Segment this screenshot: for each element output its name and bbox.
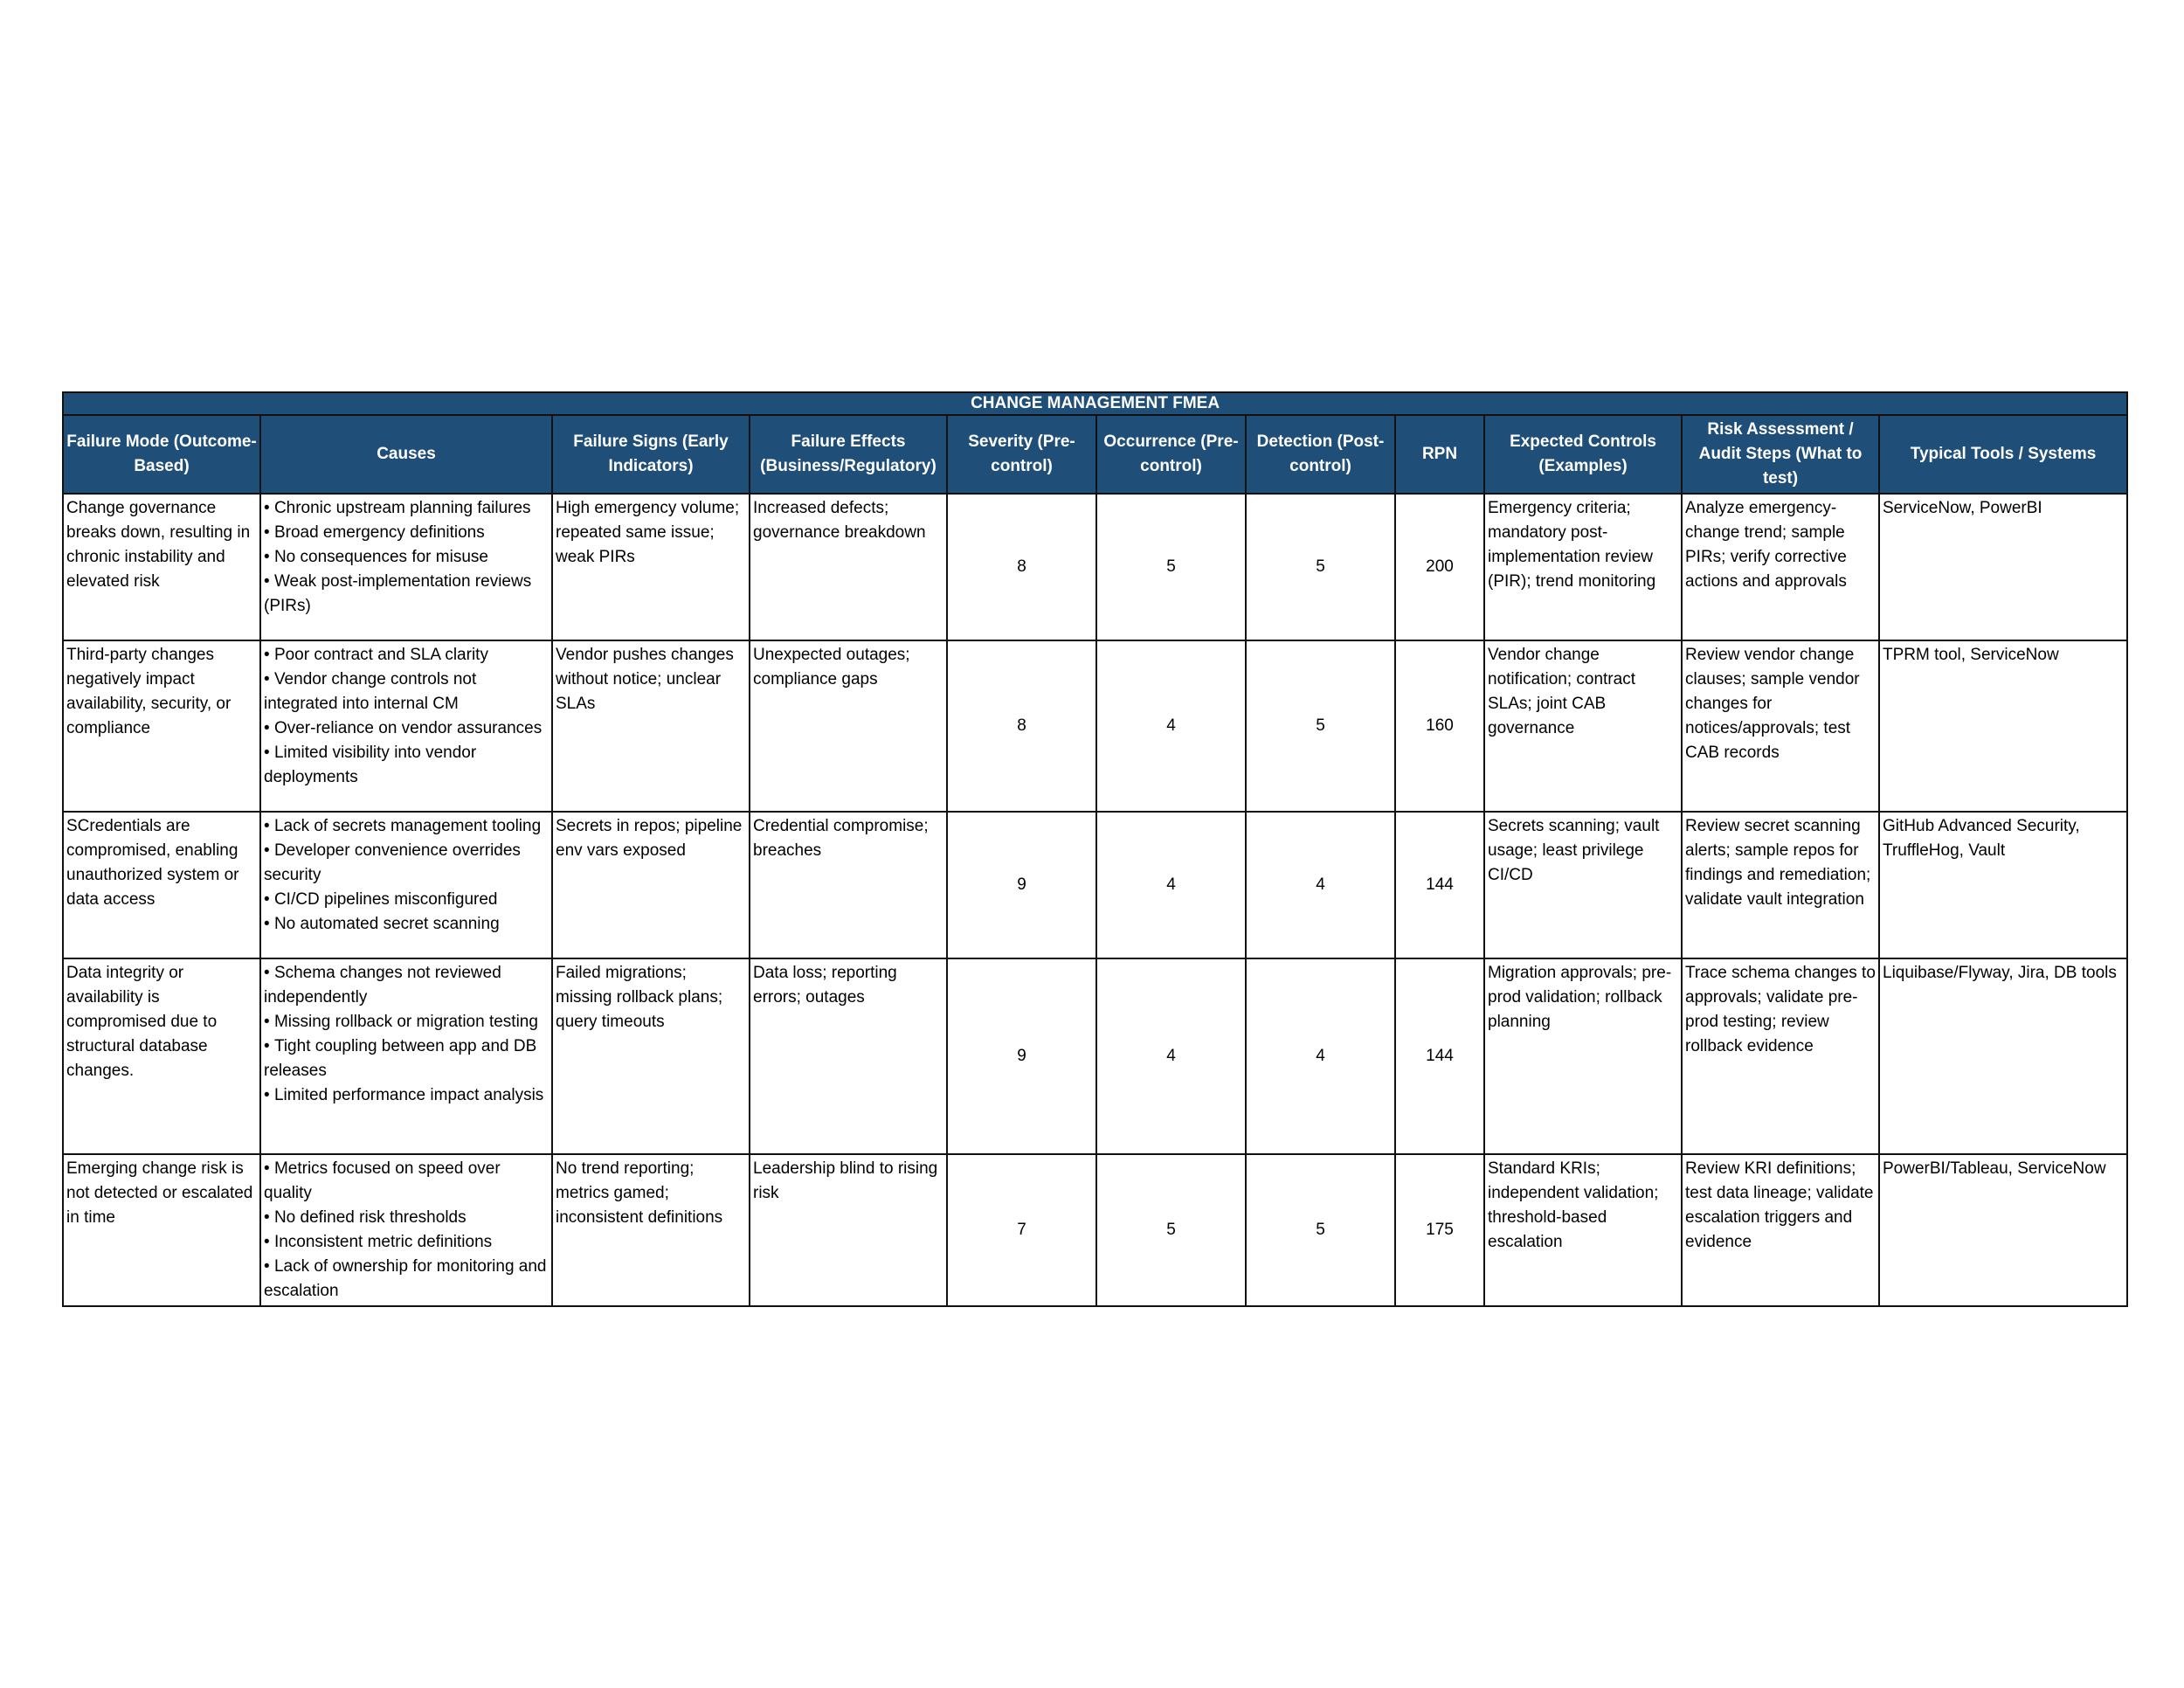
header-severity: Severity (Pre-control) <box>947 415 1096 494</box>
expected-controls-cell: Migration approvals; pre-prod validation; rollback planning <box>1484 958 1682 1154</box>
expected-controls-cell: Vendor change notification; contract SLAs; joint CAB governance <box>1484 640 1682 812</box>
table-row <box>63 1154 2127 1306</box>
causes-cell <box>260 640 552 812</box>
failure-signs-cell: High emergency volume; repeated same issue; weak PIRs <box>552 494 750 640</box>
cause-item: • Missing rollback or migration testing <box>264 1010 549 1034</box>
cause-item: • No consequences for misuse <box>264 545 549 570</box>
cause-item: • Schema changes not reviewed independently <box>264 961 549 1010</box>
detection-cell: 4 <box>1246 812 1395 958</box>
table-row <box>63 812 2127 958</box>
cause-item: • No automated secret scanning <box>264 912 549 937</box>
cause-item: • Poor contract and SLA clarity <box>264 643 549 668</box>
audit-steps-cell: Review KRI definitions; test data lineage; validate escalation triggers and evidence <box>1682 1154 1879 1306</box>
detection-cell: 5 <box>1246 494 1395 640</box>
header-occurrence: Occurrence (Pre-control) <box>1096 415 1246 494</box>
audit-steps-cell: Review vendor change clauses; sample vendor changes for notices/approvals; test CAB records <box>1682 640 1879 812</box>
table-row <box>63 494 2127 640</box>
cause-item: • No defined risk thresholds <box>264 1206 549 1230</box>
failure-mode-cell: Data integrity or availability is compromised due to structural database changes. <box>63 958 260 1154</box>
fmea-table <box>62 391 2128 1307</box>
header-rpn: RPN <box>1395 415 1484 494</box>
cause-item: • Chronic upstream planning failures <box>264 496 549 521</box>
cause-item: • Vendor change controls not integrated into internal CM <box>264 668 549 716</box>
severity-cell: 9 <box>947 958 1096 1154</box>
failure-signs-cell: Secrets in repos; pipeline env vars exposed <box>552 812 750 958</box>
cause-item: • Developer convenience overrides security <box>264 839 549 888</box>
severity-cell: 9 <box>947 812 1096 958</box>
occurrence-cell: 4 <box>1096 812 1246 958</box>
header-causes: Causes <box>260 415 552 494</box>
occurrence-cell: 5 <box>1096 1154 1246 1306</box>
cause-item: • Broad emergency definitions <box>264 521 549 545</box>
header-expected-controls: Expected Controls (Examples) <box>1484 415 1682 494</box>
detection-cell: 4 <box>1246 958 1395 1154</box>
detection-cell: 5 <box>1246 640 1395 812</box>
cause-item: • Over-reliance on vendor assurances <box>264 716 549 741</box>
table-row <box>63 640 2127 812</box>
causes-cell <box>260 1154 552 1306</box>
failure-effects-cell: Data loss; reporting errors; outages <box>750 958 947 1154</box>
cause-item: • Inconsistent metric definitions <box>264 1230 549 1255</box>
failure-effects-cell: Unexpected outages; compliance gaps <box>750 640 947 812</box>
failure-effects-cell: Increased defects; governance breakdown <box>750 494 947 640</box>
header-detection: Detection (Post-control) <box>1246 415 1395 494</box>
tools-cell: ServiceNow, PowerBI <box>1879 494 2127 640</box>
cause-item: • Limited performance impact analysis <box>264 1083 549 1108</box>
occurrence-cell: 5 <box>1096 494 1246 640</box>
failure-signs-cell: Failed migrations; missing rollback plans; query timeouts <box>552 958 750 1154</box>
table-title: CHANGE MANAGEMENT FMEA <box>63 392 2127 415</box>
causes-cell <box>260 812 552 958</box>
rpn-cell: 144 <box>1395 958 1484 1154</box>
failure-mode-cell: Third-party changes negatively impact availability, security, or compliance <box>63 640 260 812</box>
causes-cell <box>260 958 552 1154</box>
header-tools: Typical Tools / Systems <box>1879 415 2127 494</box>
cause-item: • Limited visibility into vendor deployments <box>264 741 549 790</box>
cause-item: • CI/CD pipelines misconfigured <box>264 888 549 912</box>
causes-cell <box>260 494 552 640</box>
header-audit-steps: Risk Assessment / Audit Steps (What to test) <box>1682 415 1879 494</box>
expected-controls-cell: Secrets scanning; vault usage; least privilege CI/CD <box>1484 812 1682 958</box>
severity-cell: 8 <box>947 494 1096 640</box>
tools-cell: Liquibase/Flyway, Jira, DB tools <box>1879 958 2127 1154</box>
expected-controls-cell: Standard KRIs; independent validation; threshold-based escalation <box>1484 1154 1682 1306</box>
audit-steps-cell: Trace schema changes to approvals; validate pre-prod testing; review rollback evidence <box>1682 958 1879 1154</box>
failure-effects-cell: Credential compromise; breaches <box>750 812 947 958</box>
tools-cell: PowerBI/Tableau, ServiceNow <box>1879 1154 2127 1306</box>
header-failure-effects: Failure Effects (Business/Regulatory) <box>750 415 947 494</box>
failure-mode-cell: SCredentials are compromised, enabling unauthorized system or data access <box>63 812 260 958</box>
occurrence-cell: 4 <box>1096 958 1246 1154</box>
cause-item: • Lack of secrets management tooling <box>264 814 549 839</box>
cause-item: • Weak post-implementation reviews (PIRs) <box>264 570 549 619</box>
failure-signs-cell: Vendor pushes changes without notice; unclear SLAs <box>552 640 750 812</box>
header-failure-mode: Failure Mode (Outcome-Based) <box>63 415 260 494</box>
severity-cell: 8 <box>947 640 1096 812</box>
header-row <box>63 415 2127 494</box>
rpn-cell: 160 <box>1395 640 1484 812</box>
tools-cell: GitHub Advanced Security, TruffleHog, Vault <box>1879 812 2127 958</box>
tools-cell: TPRM tool, ServiceNow <box>1879 640 2127 812</box>
expected-controls-cell: Emergency criteria; mandatory post-implementation review (PIR); trend monitoring <box>1484 494 1682 640</box>
table-row <box>63 958 2127 1154</box>
title-row <box>63 392 2127 415</box>
cause-item: • Lack of ownership for monitoring and escalation <box>264 1255 549 1304</box>
audit-steps-cell: Review secret scanning alerts; sample repos for findings and remediation; validate vault integration <box>1682 812 1879 958</box>
rpn-cell: 144 <box>1395 812 1484 958</box>
header-failure-signs: Failure Signs (Early Indicators) <box>552 415 750 494</box>
cause-item: • Metrics focused on speed over quality <box>264 1157 549 1206</box>
rpn-cell: 200 <box>1395 494 1484 640</box>
rpn-cell: 175 <box>1395 1154 1484 1306</box>
audit-steps-cell: Analyze emergency-change trend; sample PIRs; verify corrective actions and approvals <box>1682 494 1879 640</box>
occurrence-cell: 4 <box>1096 640 1246 812</box>
cause-item: • Tight coupling between app and DB releases <box>264 1034 549 1083</box>
failure-mode-cell: Change governance breaks down, resulting in chronic instability and elevated risk <box>63 494 260 640</box>
failure-effects-cell: Leadership blind to rising risk <box>750 1154 947 1306</box>
failure-mode-cell: Emerging change risk is not detected or escalated in time <box>63 1154 260 1306</box>
detection-cell: 5 <box>1246 1154 1395 1306</box>
severity-cell: 7 <box>947 1154 1096 1306</box>
failure-signs-cell: No trend reporting; metrics gamed; inconsistent definitions <box>552 1154 750 1306</box>
